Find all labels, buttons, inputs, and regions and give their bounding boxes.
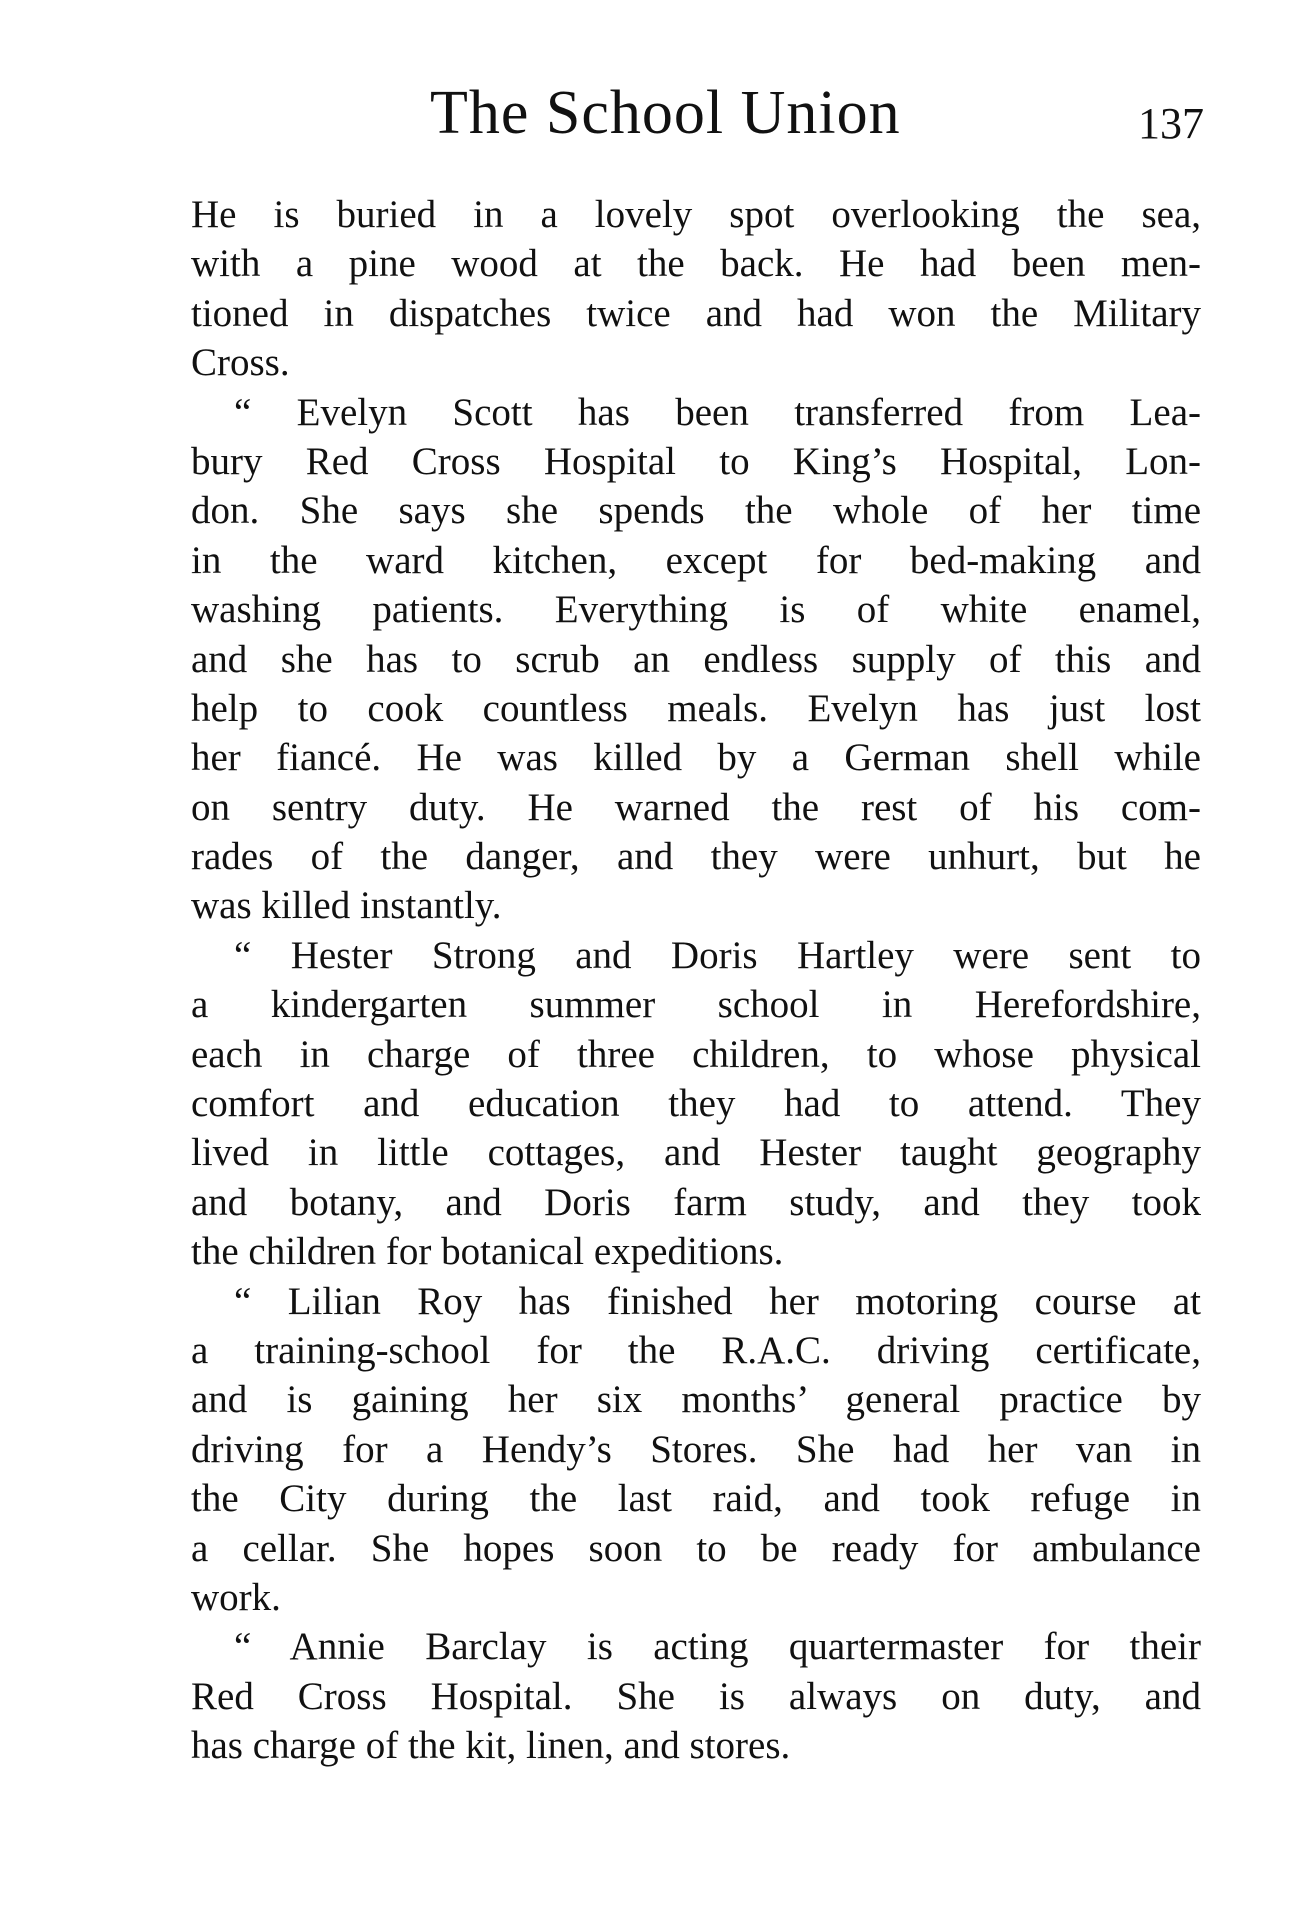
text-line: tioned in dispatches twice and had won the Military (191, 291, 1201, 335)
text-line: comfort and education they had to attend. They (191, 1082, 1201, 1126)
text-line: work. (191, 1575, 281, 1619)
text-line: washing patients. Everything is of white enamel, (191, 588, 1201, 632)
text-line: driving for a Hendy’s Stores. She had her van in (191, 1427, 1201, 1471)
text-line: in the ward kitchen, except for bed-making and (191, 538, 1201, 582)
text-line: each in charge of three children, to whose physical (191, 1032, 1201, 1076)
paragraph (191, 931, 1201, 1277)
text-line: “ Hester Strong and Doris Hartley were sent to (234, 933, 1201, 977)
page-number: 137 (1138, 99, 1204, 148)
running-head-title: The School Union (430, 79, 901, 147)
text-line: help to cook countless meals. Evelyn has just lost (191, 686, 1201, 730)
paragraph (191, 190, 1201, 388)
text-line: the City during the last raid, and took refuge in (191, 1477, 1201, 1521)
text-line: rades of the danger, and they were unhurt, but he (191, 835, 1201, 879)
text-line: her fiancé. He was killed by a German shell while (191, 736, 1201, 780)
text-line: and she has to scrub an endless supply of this and (191, 637, 1201, 681)
text-line: with a pine wood at the back. He had been men- (191, 242, 1201, 286)
text-line: and botany, and Doris farm study, and they took (191, 1180, 1201, 1224)
paragraph (191, 1622, 1201, 1770)
text-line: “ Lilian Roy has finished her motoring course at (234, 1279, 1201, 1323)
text-line: bury Red Cross Hospital to King’s Hospital, Lon- (191, 439, 1201, 483)
text-line: a kindergarten summer school in Herefordshire, (191, 983, 1201, 1027)
text-line: Red Cross Hospital. She is always on duty, and (191, 1674, 1201, 1718)
paragraph (191, 1277, 1201, 1623)
text-line: don. She says she spends the whole of her time (191, 489, 1201, 533)
text-line: has charge of the kit, linen, and stores. (191, 1724, 791, 1768)
body-text (191, 190, 1201, 1771)
text-line: “ Evelyn Scott has been transferred from Lea- (234, 390, 1201, 434)
text-line: Cross. (191, 341, 290, 385)
text-line: the children for botanical expeditions. (191, 1230, 784, 1274)
text-line: a training-school for the R.A.C. driving certificate, (191, 1328, 1201, 1372)
text-line: a cellar. She hopes soon to be ready for ambulance (191, 1526, 1201, 1570)
text-line: “ Annie Barclay is acting quartermaster for their (234, 1625, 1201, 1669)
text-line: lived in little cottages, and Hester taught geography (191, 1131, 1201, 1175)
paragraph (191, 388, 1201, 931)
text-line: and is gaining her six months’ general practice by (191, 1378, 1201, 1422)
text-line: He is buried in a lovely spot overlooking the sea, (191, 193, 1201, 236)
text-line: was killed instantly. (191, 884, 502, 928)
text-line: on sentry duty. He warned the rest of his com- (191, 785, 1201, 829)
